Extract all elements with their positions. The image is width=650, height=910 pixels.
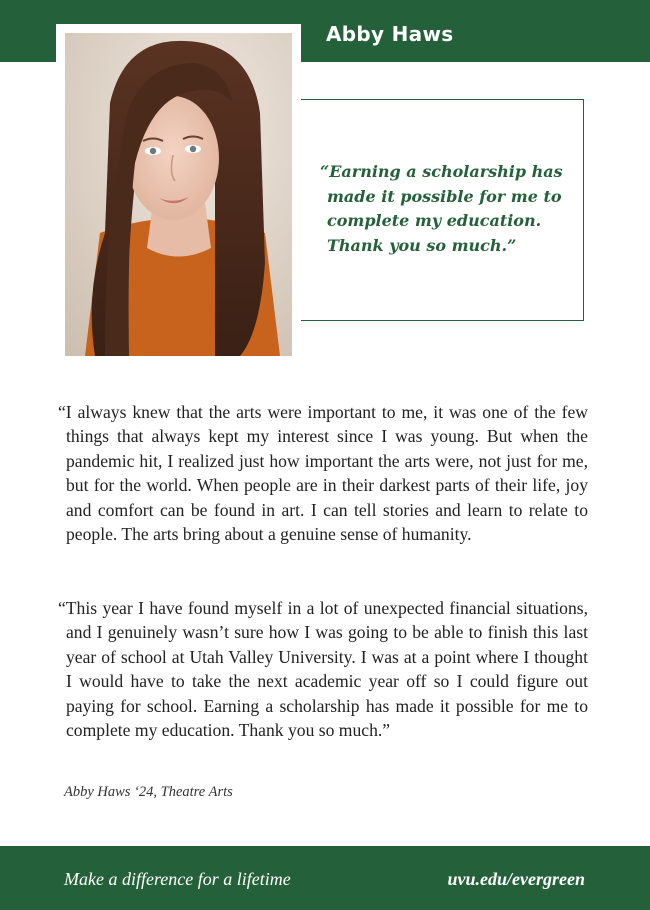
footer-tagline: Make a difference for a lifetime xyxy=(64,869,291,889)
portrait-illustration xyxy=(65,33,292,356)
testimonial-paragraph-1: “I always knew that the arts were important to me, it was one of the few things that always kept my interest since I was young. But when the pandemic hit, I realized just how important the arts were, not just for me, but for the world. When people are in their darkest parts of their life, joy and comfort can be found in art. I can tell stories and learn to relate to people. The arts bring about a genuine sense of humanity. xyxy=(58,402,588,545)
footer-url-link[interactable]: uvu.edu/evergreen xyxy=(447,869,585,889)
pull-quote: “Earning a scholarship has made it possible for me to complete my education. Thank you so much.” xyxy=(320,162,563,255)
profile-name: Abby Haws xyxy=(326,22,454,46)
photo-frame xyxy=(56,24,301,365)
testimonial-paragraph-2: “This year I have found myself in a lot of unexpected financial situations, and I genuinely wasn’t sure how I was going to be able to finish this last year of school at Utah Valley University. I was at a point where I thought I would have to take the next academic year off so I could figure out paying for school. Earning a scholarship has made it possible for me to complete my education. Thank you so much.” xyxy=(58,598,588,741)
attribution: Abby Haws ‘24, Theatre Arts xyxy=(64,784,233,800)
portrait-photo xyxy=(65,33,292,356)
